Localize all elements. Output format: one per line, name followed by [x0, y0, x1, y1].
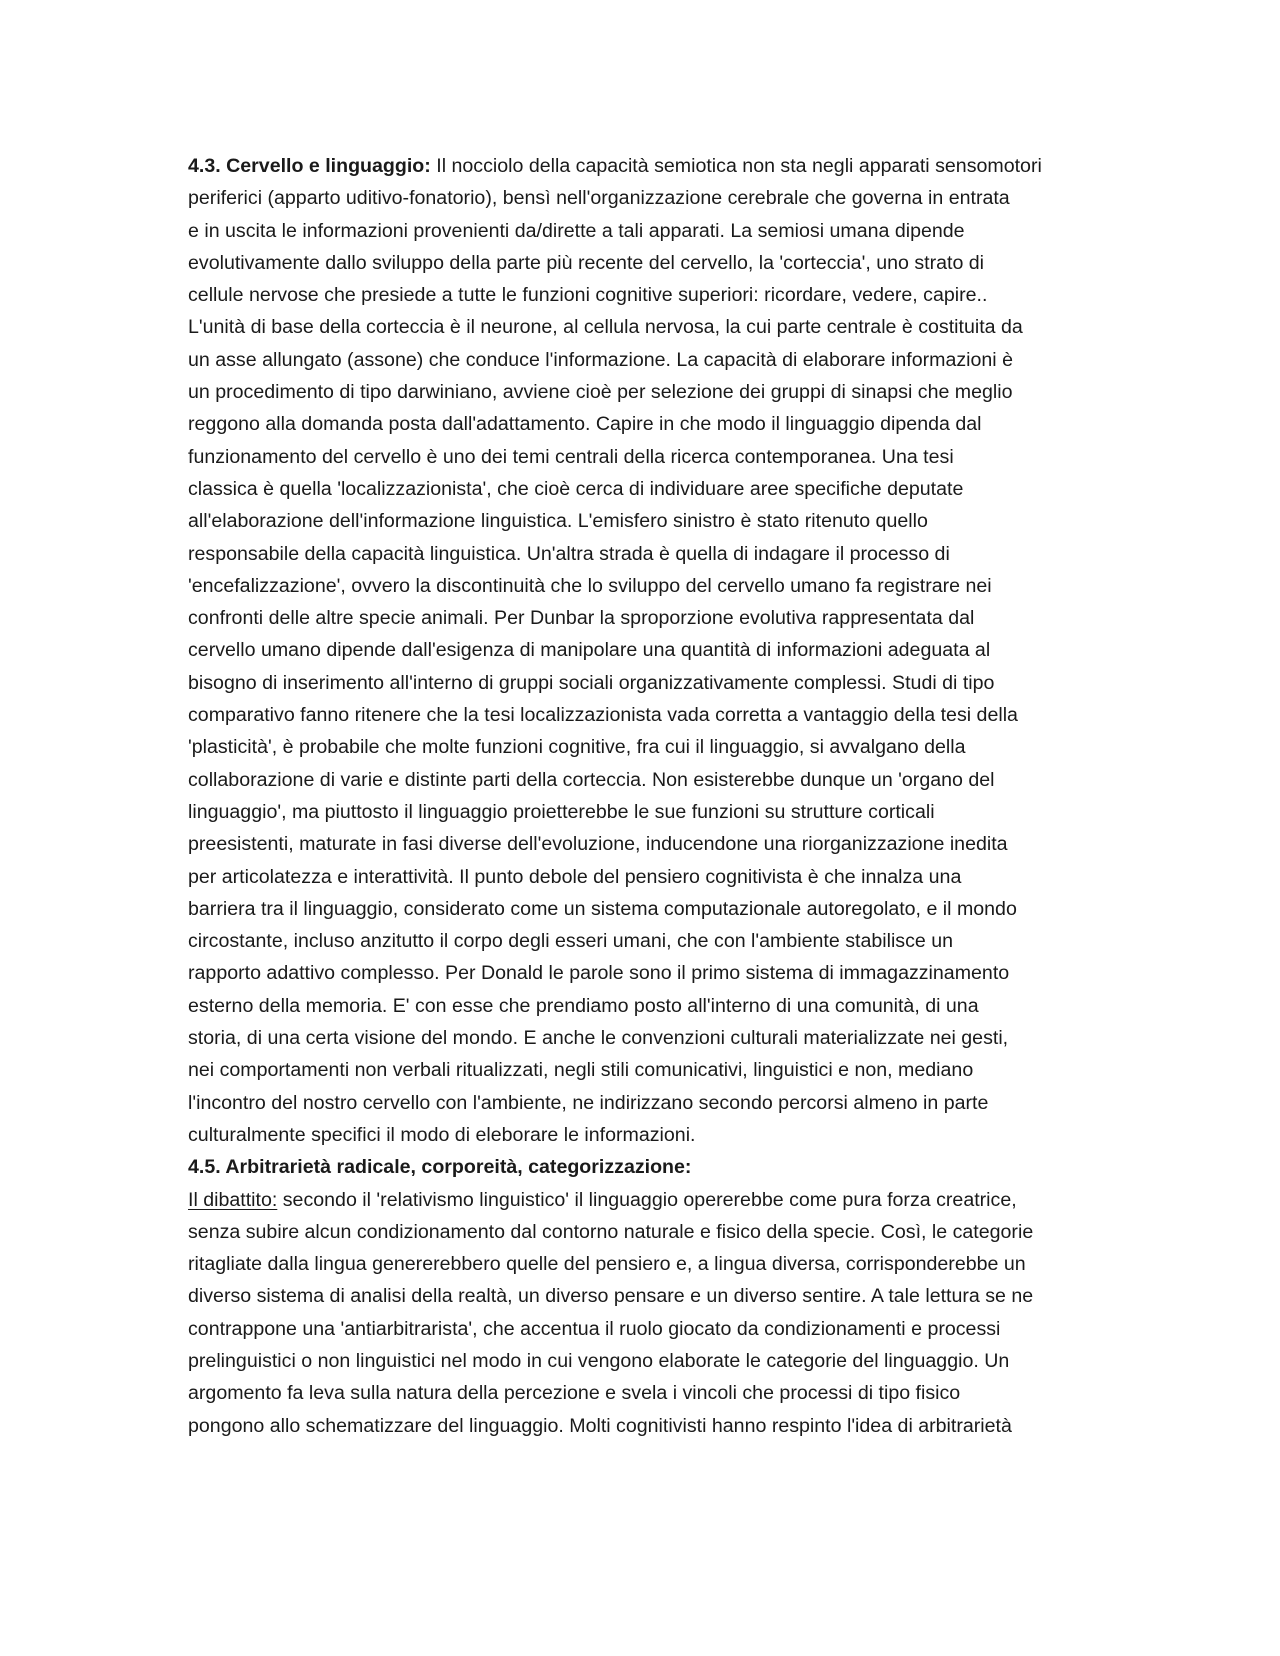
text-line: responsabile della capacità linguistica. Un'altra strada è quella di indagare il processo di — [188, 542, 950, 565]
text-line: all'elaborazione dell'informazione linguistica. L'emisfero sinistro è stato ritenuto quello — [188, 510, 928, 533]
section-heading-4-5: 4.5. Arbitrarietà radicale, corporeità, categorizzazione: — [188, 1156, 692, 1179]
text-line: storia, di una certa visione del mondo. E anche le convenzioni culturali materializzate nei gesti, — [188, 1027, 1009, 1050]
text-line: cervello umano dipende dall'esigenza di manipolare una quantità di informazioni adeguata al — [188, 639, 991, 662]
text-line: evolutivamente dallo sviluppo della parte più recente del cervello, la 'corteccia', uno strato di — [188, 251, 985, 274]
text-line: comparativo fanno ritenere che la tesi localizzazionista vada corretta a vantaggio della tesi della — [188, 704, 1018, 727]
text-line: circostante, incluso anzitutto il corpo degli esseri umani, che con l'ambiente stabilisce un — [188, 930, 954, 953]
text-line: l'incontro del nostro cervello con l'ambiente, ne indirizzano secondo percorsi almeno in parte — [188, 1091, 989, 1114]
text-line: pongono allo schematizzare del linguaggio. Molti cognitivisti hanno respinto l'idea di arbitrarietà — [188, 1414, 1012, 1437]
text-line: bisogno di inserimento all'interno di gruppi sociali organizzativamente complessi. Studi di tipo — [188, 671, 995, 694]
text-line: preesistenti, maturate in fasi diverse dell'evoluzione, inducendone una riorganizzazione inedita — [188, 833, 1008, 856]
paragraph-cervello-e-linguaggio — [188, 150, 1090, 1151]
text-line: 'plasticità', è probabile che molte funzioni cognitive, fra cui il linguaggio, si avvalgano della — [188, 736, 966, 759]
text-line: barriera tra il linguaggio, considerato come un sistema computazionale autoregolato, e il mondo — [188, 897, 1017, 920]
text-line: diverso sistema di analisi della realtà, un diverso pensare e un diverso sentire. A tale lettura se ne — [188, 1285, 1034, 1308]
text-line: ritagliate dalla lingua genererebbero quelle del pensiero e, a lingua diversa, corrisponderebbe un — [188, 1253, 1026, 1276]
text-line: un procedimento di tipo darwiniano, avviene cioè per selezione dei gruppi di sinapsi che meglio — [188, 381, 1013, 404]
text-line: culturalmente specifici il modo di eleborare le informazioni. — [188, 1123, 696, 1146]
text-line: un asse allungato (assone) che conduce l'informazione. La capacità di elaborare informazioni è — [188, 348, 1013, 371]
text-line: reggono alla domanda posta dall'adattamento. Capire in che modo il linguaggio dipenda dal — [188, 413, 982, 436]
text-line: prelinguistici o non linguistici nel modo in cui vengono elaborate le categorie del linguaggio. Un — [188, 1349, 1010, 1372]
text-line: contrappone una 'antiarbitrarista', che accentua il ruolo giocato da condizionamenti e processi — [188, 1317, 1001, 1340]
text-line: cellule nervose che presiede a tutte le funzioni cognitive superiori: ricordare, vedere, capire.. — [188, 284, 988, 307]
text-line: 4.3. Cervello e linguaggio: Il nocciolo della capacità semiotica non sta negli apparati sensomotori — [188, 155, 1042, 177]
text-line: periferici (apparto uditivo-fonatorio), bensì nell'organizzazione cerebrale che governa in entrata — [188, 187, 1010, 210]
text-line: argomento fa leva sulla natura della percezione e svela i vincoli che processi di tipo fisico — [188, 1382, 961, 1405]
text-line: linguaggio', ma piuttosto il linguaggio proietterebbe le sue funzioni su strutture corticali — [188, 800, 935, 823]
text-line: esterno della memoria. E' con esse che prendiamo posto all'interno di una comunità, di una — [188, 994, 979, 1017]
text-line: rapporto adattivo complesso. Per Donald le parole sono il primo sistema di immagazzinamento — [188, 962, 1010, 985]
text-line: collaborazione di varie e distinte parti della corteccia. Non esisterebbe dunque un 'organo del — [188, 768, 995, 791]
text-line: senza subire alcun condizionamento dal contorno naturale e fisico della specie. Così, le categorie — [188, 1220, 1034, 1243]
text-line: per articolatezza e interattività. Il punto debole del pensiero cognitivista è che innalza una — [188, 865, 962, 888]
section-heading-4-3: 4.3. Cervello e linguaggio: — [188, 155, 431, 177]
text-line: L'unità di base della corteccia è il neurone, al cellula nervosa, la cui parte centrale è costituita da — [188, 316, 1023, 339]
text-line: funzionamento del cervello è uno dei temi centrali della ricerca contemporanea. Una tesi — [188, 445, 954, 468]
text-line: Il dibattito: secondo il 'relativismo linguistico' il linguaggio opererebbe come pura forza creatrice, — [188, 1188, 1017, 1211]
text-line: 'encefalizzazione', ovvero la discontinuità che lo sviluppo del cervello umano fa registrare nei — [188, 574, 992, 597]
text-line: e in uscita le informazioni provenienti da/dirette a tali apparati. La semiosi umana dipende — [188, 219, 965, 242]
text-line: nei comportamenti non verbali ritualizzati, negli stili comunicativi, linguistici e non, mediano — [188, 1059, 974, 1082]
text-line: confronti delle altre specie animali. Per Dunbar la sproporzione evolutiva rappresentata dal — [188, 607, 975, 630]
text-line: classica è quella 'localizzazionista', che cioè cerca di individuare aree specifiche deputate — [188, 477, 964, 500]
dibattito-label: Il dibattito: — [188, 1188, 278, 1211]
paragraph-dibattito — [188, 1184, 1090, 1442]
document-body — [188, 150, 1090, 1442]
